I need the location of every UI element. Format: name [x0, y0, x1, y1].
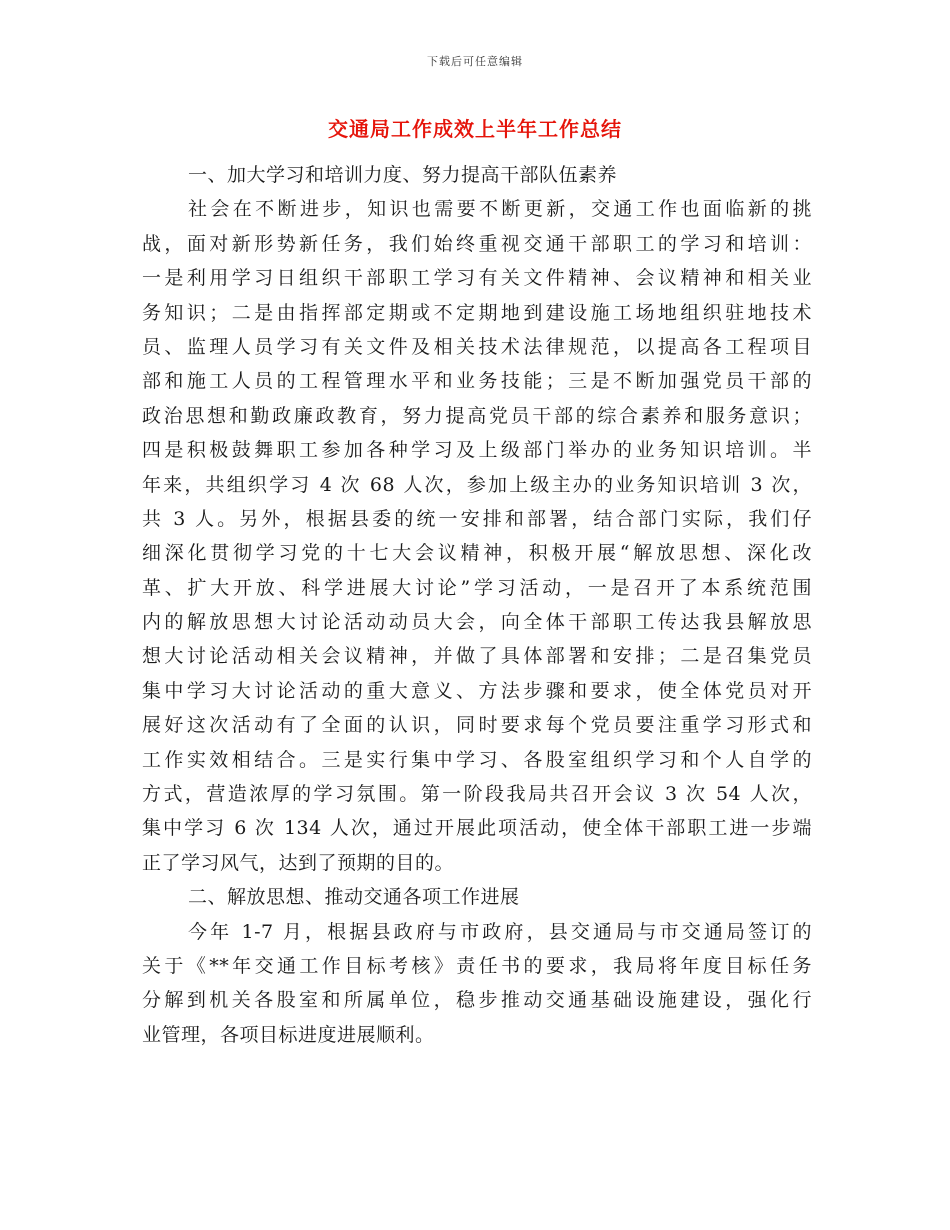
body-text-line: 展好这次活动有了全面的认识，同时要求每个党员要注重学习形式和: [142, 714, 812, 737]
body-text-line: 细深化贯彻学习党的十七大会议精神，积极开展“解放思想、深化改: [142, 542, 812, 565]
body-text-line: 集中学习大讨论活动的重大意义、方法步骤和要求，使全体党员对开: [142, 679, 812, 702]
body-text-line: 务知识；二是由指挥部定期或不定期地到建设施工场地组织驻地技术: [142, 301, 812, 324]
body-text-line: 部和施工人员的工程管理水平和业务技能；三是不断加强党员干部的: [142, 370, 812, 393]
document-body: [142, 158, 812, 1052]
body-text-line: 革、扩大开放、科学进展大讨论”学习活动，一是召开了本系统范围: [142, 576, 812, 599]
body-text-line: 一是利用学习日组织干部职工学习有关文件精神、会议精神和相关业: [142, 267, 812, 290]
body-text-line: 分解到机关各股室和所属单位，稳步推动交通基础设施建设，强化行: [142, 989, 812, 1012]
body-text-line: 正了学习风气，达到了预期的目的。: [142, 851, 455, 874]
body-text-line: 四是积极鼓舞职工参加各种学习及上级部门举办的业务知识培训。半: [142, 439, 812, 462]
body-text-line: 战，面对新形势新任务，我们始终重视交通干部职工的学习和培训：: [142, 232, 812, 255]
body-text-line: 业管理，各项目标进度进展顺利。: [142, 1023, 435, 1046]
body-text-line: 政治思想和勤政廉政教育，努力提高党员干部的综合素养和服务意识；: [142, 404, 812, 427]
body-text-line: 年来，共组织学习 4 次 68 人次，参加上级主办的业务知识培训 3 次，: [142, 473, 812, 496]
body-text-line: 二、解放思想、推动交通各项工作进展: [188, 886, 520, 909]
body-text-line: 集中学习 6 次 134 人次，通过开展此项活动，使全体干部职工进一步端: [142, 817, 812, 840]
body-text-line: 共 3 人。另外，根据县委的统一安排和部署，结合部门实际，我们仔: [142, 507, 812, 530]
body-text-line: 今年 1-7 月，根据县政府与市政府，县交通局与市交通局签订的: [188, 920, 812, 943]
body-text-line: 员、监理人员学习有关文件及相关技术法律规范，以提高各工程项目: [142, 335, 812, 358]
body-text-line: 关于《**年交通工作目标考核》责任书的要求，我局将年度目标任务: [142, 954, 812, 977]
body-text-line: 方式，营造浓厚的学习氛围。第一阶段我局共召开会议 3 次 54 人次，: [142, 783, 812, 806]
body-text-line: 工作实效相结合。三是实行集中学习、各股室组织学习和个人自学的: [142, 748, 812, 771]
page-header-note: 下载后可任意编辑: [427, 55, 523, 68]
body-text-line: 内的解放思想大讨论活动动员大会，向全体干部职工传达我县解放思: [142, 611, 812, 634]
body-text-line: 一、加大学习和培训力度、努力提高干部队伍素养: [188, 164, 618, 186]
body-text-line: 社会在不断进步，知识也需要不断更新，交通工作也面临新的挑: [188, 198, 812, 221]
document-title: 交通局工作成效上半年工作总结: [328, 117, 622, 141]
body-text-line: 想大讨论活动相关会议精神，并做了具体部署和安排；二是召集党员: [142, 645, 812, 668]
